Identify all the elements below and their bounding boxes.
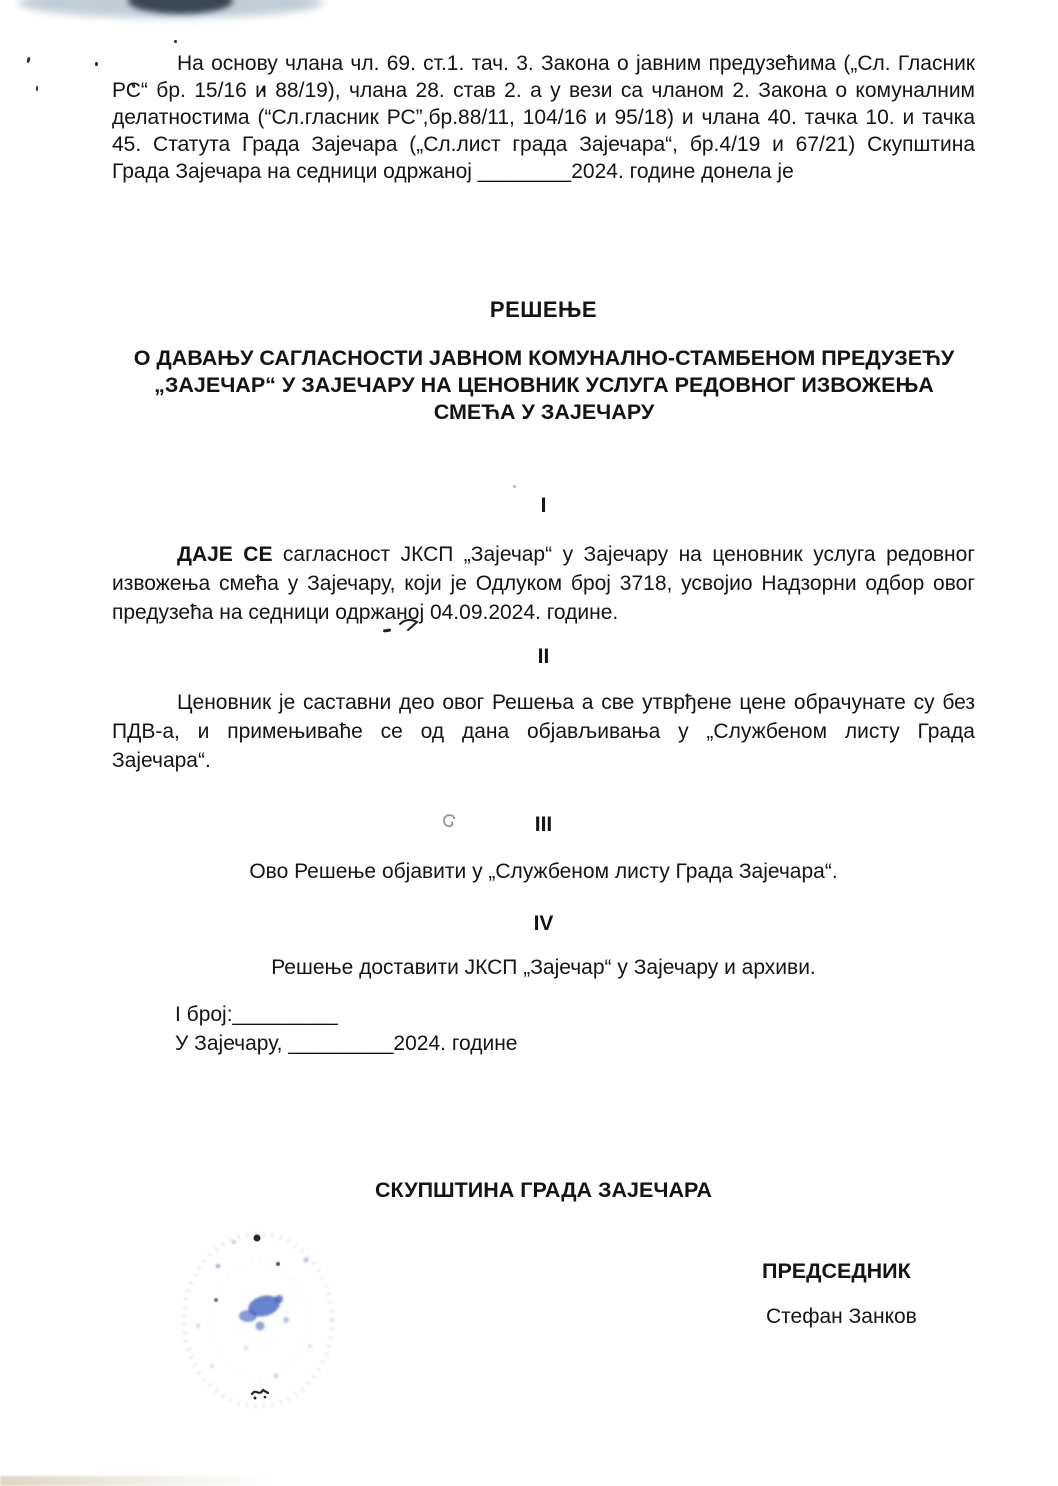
text-line: 45. Статута Града Зајечара („Сл.лист града Зајечара“, бр.4/19 и 67/21) Скупштина — [112, 133, 975, 156]
text-line: делатностима (“Сл.гласник РС”,бр.88/11, 104/16 и 95/18) и члана 40. тачка 10. и тачка — [112, 106, 975, 129]
section-3-paragraph: Ово Решење објавити у „Службеном листу Града Зајечара“. — [249, 860, 838, 883]
text-span: сагласност ЈКСП „Зајечар“ у Зајечару на ценовник услуга редовног — [272, 543, 975, 566]
scan-speck — [26, 57, 30, 64]
text-line: извожења смећа у Зајечару, који је Одлуком број 3718, усвојио Надзорни одбор овог — [112, 572, 975, 595]
text-line — [112, 540, 975, 569]
place-date-line: У Зајечару, _________2024. године — [175, 1032, 518, 1055]
document-subtitle — [108, 345, 980, 426]
document-title: РЕШЕЊЕ — [489, 297, 598, 322]
section-1-paragraph — [112, 540, 975, 627]
pen-scribble-mark — [248, 1384, 272, 1402]
section-numeral-2: II — [537, 645, 550, 668]
section-numeral-4: IV — [533, 912, 554, 935]
subtitle-line: „ЗАЈЕЧАР“ У ЗАЈЕЧАРУ НА ЦЕНОВНИК УСЛУГА РЕДОВНОГ ИЗВОЖЕЊА — [154, 373, 934, 397]
subtitle-line: О ДАВАЊУ САГЛАСНОСТИ ЈАВНОМ КОМУНАЛНО-СТАМБЕНОМ ПРЕДУЗЕЋУ — [133, 346, 955, 370]
text-line: предузећа на седници одржаној 04.09.2024. године. — [112, 601, 619, 624]
case-number-line: I број:_________ — [175, 1003, 338, 1026]
scan-speck — [95, 62, 98, 66]
section-numeral-3: III — [534, 813, 553, 836]
pen-mark — [383, 628, 391, 632]
intro-paragraph — [112, 50, 975, 185]
subtitle-line: СМЕЋА У ЗАЈЕЧАРУ — [433, 400, 655, 424]
scan-edge-artifact — [0, 1476, 272, 1486]
section-numeral-1: I — [540, 494, 547, 517]
scan-speck — [36, 86, 38, 91]
assembly-name: СКУПШТИНА ГРАДА ЗАЈЕЧАРА — [375, 1178, 712, 1202]
text-line: Града Зајечара на седници одржаној ________2024. године донела је — [112, 160, 794, 183]
text-line: Зајечара“. — [112, 749, 211, 772]
bold-lead: ДАЈЕ СЕ — [177, 543, 273, 566]
text-line: ПДВ-а, и примењиваће се од дана објављивања у „Службеном листу Града — [112, 720, 975, 743]
president-title: ПРЕДСЕДНИК — [762, 1259, 911, 1283]
pen-mark-squiggle — [398, 618, 420, 634]
text-line: РС“ бр. 15/16 и 88/19), члана 28. став 2. а у вези са чланом 2. Закона о комуналним — [112, 79, 975, 102]
president-name: Стефан Занков — [766, 1305, 917, 1328]
section-4-paragraph: Решење доставити ЈКСП „Зајечар“ у Зајечару и архиви. — [271, 956, 816, 979]
ink-stamp — [158, 1208, 378, 1438]
scan-speck — [174, 40, 177, 43]
scan-speck — [513, 485, 516, 488]
section-2-paragraph — [112, 688, 975, 775]
text-line: На основу члана чл. 69. ст.1. тач. 3. Закона о јавним предузећима („Сл. Гласник — [177, 52, 975, 75]
text-line: Ценовник је саставни део овог Решења а све утврђене цене обрачунате су без — [177, 691, 975, 714]
